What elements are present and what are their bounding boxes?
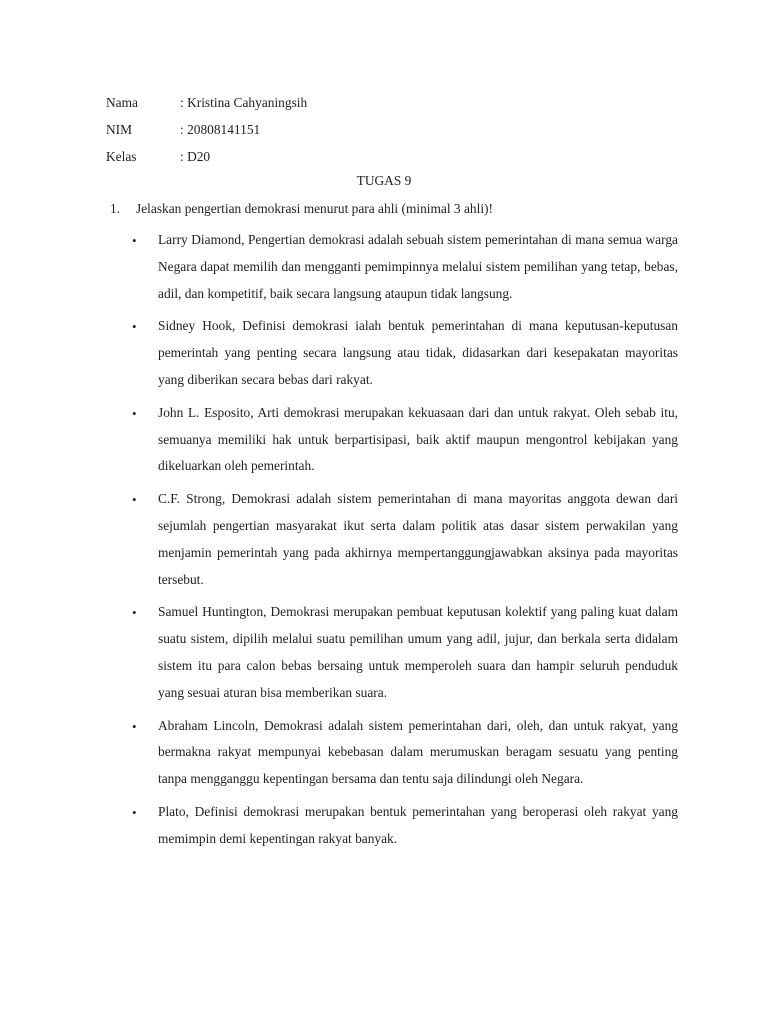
bullet-icon: • [132,492,137,508]
info-row-nim [106,119,307,146]
answer-item-samuel-huntington [132,599,678,706]
answer-item-cf-strong [132,486,678,593]
bullet-icon: • [132,233,137,248]
bullet-icon: • [132,605,137,621]
info-value: : D20 [180,149,211,164]
answer-item-john-esposito [132,400,678,480]
info-value: : 20808141151 [180,122,261,137]
info-value: : Kristina Cahyaningsih [180,95,308,110]
answer-text: Abraham Lincoln, Demokrasi adalah sistem pemerintahan dari, oleh, dan untuk rakyat, yang bermakna rakyat mempunyai kebebasan dalam merumuskan beragam sesuatu yang penting tanpa mengganggu kepentingan bersama dan tentu saja dilindungi oleh Negara. [158,717,678,787]
info-row-name [106,92,307,119]
bullet-icon: • [132,405,137,421]
info-row-kelas [106,146,307,173]
answer-text: Larry Diamond, Pengertian demokrasi adalah sebuah sistem pemerintahan di mana semua warga Negara dapat memilih dan mengganti pemimpinnya melalui sistem pemilihan yang tetap, bebas, adil, dan kompetitif, baik secara langsung ataupun tidak langsung. [158,232,678,301]
info-label: Kelas [106,149,137,164]
document-title: TUGAS 9 [356,173,412,188]
info-label: Nama [106,95,138,110]
student-info [106,92,307,173]
question-number: 1. [110,201,121,216]
question-text: Jelaskan pengertian demokrasi menurut para ahli (minimal 3 ahli)! [136,201,493,216]
bullet-icon: • [132,319,137,335]
answer-item-larry-diamond [132,227,678,307]
answer-text: C.F. Strong, Demokrasi adalah sistem pemerintahan di mana mayoritas anggota dewan dari sejumlah pengertian masyarakat ikut serta dalam politik atas dasar sistem perwakilan yang menjamin pemerintah yang pada akhirnya mempertanggungjawabkan aksinya pada mayoritas tersebut. [158,491,678,587]
answer-text: Plato, Definisi demokrasi merupakan bentuk pemerintahan yang beroperasi oleh rakyat yang memimpin demi kepentingan rakyat banyak. [158,803,678,846]
answer-text: John L. Esposito, Arti demokrasi merupakan kekuasaan dari dan untuk rakyat. Oleh sebab itu, semuanya memiliki hak untuk berpartisipasi, baik aktif maupun mengontrol kebijakan yang dikeluarkan oleh pemerintah. [158,404,678,474]
answer-item-sidney-hook [132,313,678,393]
bullet-icon: • [132,718,137,734]
answer-text: Samuel Huntington, Demokrasi merupakan pembuat keputusan kolektif yang paling kuat dalam suatu sistem, dipilih melalui suatu pemilihan umum yang adil, jujur, dan berkala serta didalam sistem itu para calon bebas bersaing untuk memperoleh suara dan hampir seluruh penduduk yang sesuai aturan bisa memberikan suara. [158,604,678,700]
bullet-icon: • [132,804,137,820]
question-item [110,198,690,220]
answer-item-abraham-lincoln [132,713,678,793]
info-label: NIM [106,122,133,137]
answer-list [132,227,678,859]
answer-item-plato [132,799,678,853]
answer-text: Sidney Hook, Definisi demokrasi ialah bentuk pemerintahan di mana keputusan-keputusan pemerintah yang penting secara langsung atau tidak, didasarkan dari kesepakatan mayoritas yang diberikan secara bebas dari rakyat. [158,318,678,387]
